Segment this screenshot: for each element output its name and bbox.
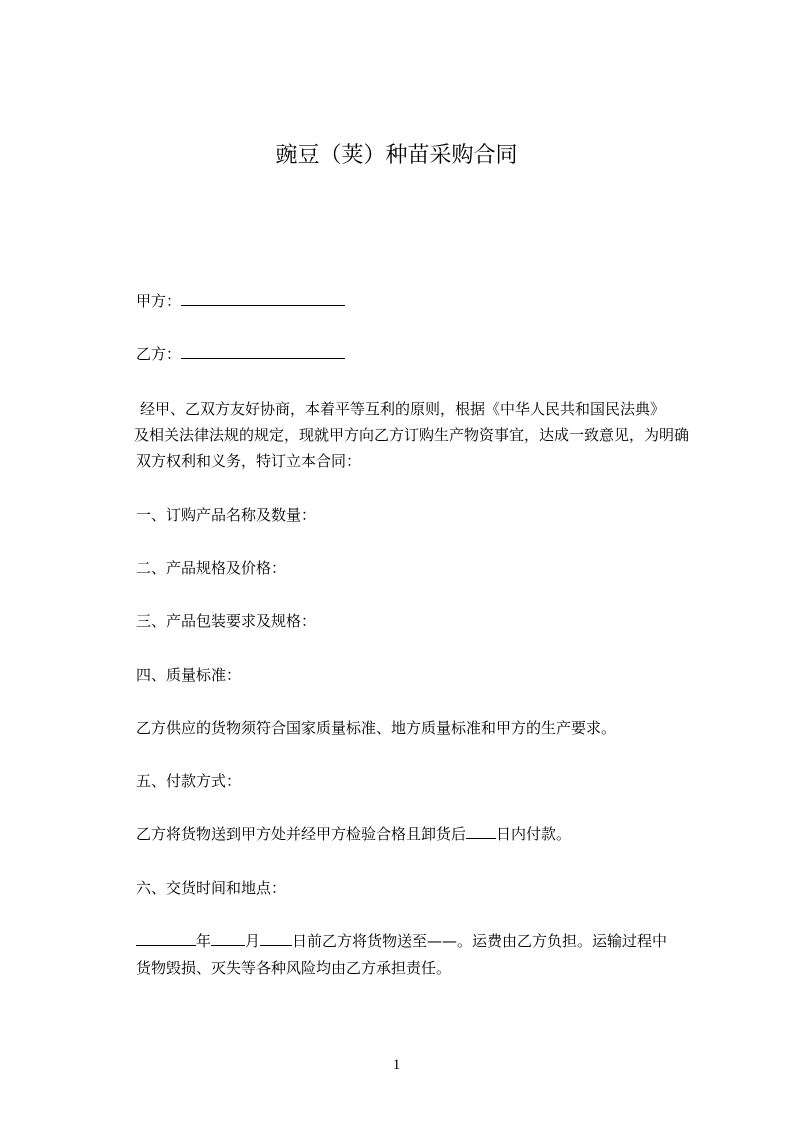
section-6-day-text: 日前乙方将货物送至——。运费由乙方负担。运输过程中 (292, 932, 668, 950)
year-label: 年 (196, 932, 212, 950)
section-5-body (136, 823, 571, 845)
page-number: 1 (392, 1057, 401, 1073)
section-3-heading: 三、产品包装要求及规格： (136, 612, 317, 630)
party-a-blank (181, 290, 345, 306)
section-6-heading: 六、交货时间和地点： (136, 879, 287, 897)
section-1-heading: 一、订购产品名称及数量： (136, 506, 317, 524)
party-b-label: 乙方： (136, 345, 182, 363)
party-a-line (136, 290, 345, 312)
section-5-body-pre: 乙方将货物送到甲方处并经甲方检验合格且卸货后 (136, 825, 467, 843)
party-a-label: 甲方： (136, 292, 182, 310)
payment-days-blank (466, 823, 496, 839)
section-5-body-post: 日内付款。 (496, 825, 572, 843)
section-5-heading: 五、付款方式： (136, 772, 242, 790)
document-title: 豌豆（荚）种苗采购合同 (275, 143, 518, 168)
section-4-heading: 四、质量标准： (136, 666, 242, 684)
intro-line-3: 双方权利和义务，特订立本合同： (136, 452, 362, 470)
party-b-line (136, 343, 345, 365)
year-blank (136, 930, 196, 946)
section-4-body: 乙方供应的货物须符合国家质量标准、地方质量标准和甲方的生产要求。 (136, 719, 617, 737)
month-blank (211, 930, 245, 946)
section-6-line-1 (136, 930, 667, 952)
section-2-heading: 二、产品规格及价格： (136, 559, 287, 577)
party-b-blank (181, 343, 345, 359)
section-6-line-2: 货物毁损、灭失等各种风险均由乙方承担责任。 (136, 959, 452, 977)
intro-paragraph (136, 396, 708, 474)
intro-line-1: 经甲、乙双方友好协商，本着平等互利的原则，根据《中华人民共和国民法典》 (140, 400, 666, 418)
intro-line-2: 及相关法律法规的规定，现就甲方向乙方订购生产物资事宜，达成一致意见，为明确 (134, 426, 690, 444)
month-label: 月 (245, 932, 261, 950)
day-blank (260, 930, 292, 946)
